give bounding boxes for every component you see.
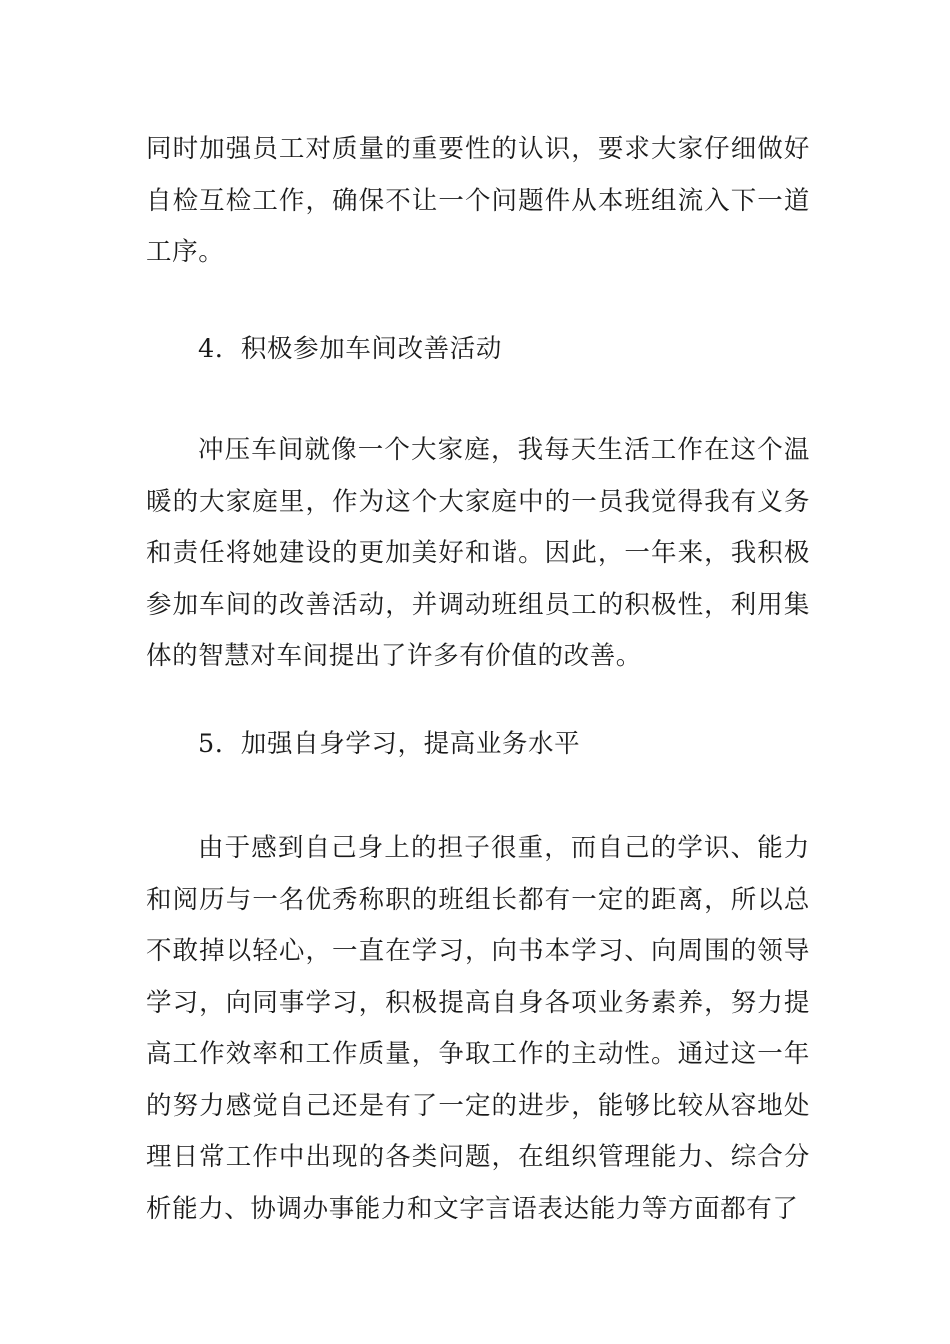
body-paragraph-quality: 同时加强员工对质量的重要性的认识，要求大家仔细做好自检互检工作，确保不让一个问题件从本班组流入下一道工序。 bbox=[146, 134, 810, 267]
section-heading-5: 5．加强自身学习，提高业务水平 bbox=[198, 729, 581, 759]
section-heading-4: 4．积极参加车间改善活动 bbox=[198, 334, 502, 364]
body-paragraph-workshop: 冲压车间就像一个大家庭，我每天生活工作在这个温暖的大家庭里，作为这个大家庭中的一员我觉得我有义务和责任将她建设的更加美好和谐。因此，一年来，我积极参加车间的改善活动，并调动班组员工的积极性，利用集体的智慧对车间提出了许多有价值的改善。 bbox=[146, 435, 810, 671]
body-paragraph-learning: 由于感到自己身上的担子很重，而自己的学识、能力和阅历与一名优秀称职的班组长都有一定的距离，所以总不敢掉以轻心，一直在学习，向书本学习、向周围的领导学习，向同事学习，积极提高自身各项业务素养，努力提高工作效率和工作质量，争取工作的主动性。通过这一年的努力感觉自己还是有了一定的进步，能够比较从容地处理日常工作中出现的各类问题，在组织管理能力、综合分析能力、协调办事能力和文字言语表达能力等方面都有了 bbox=[146, 833, 810, 1224]
